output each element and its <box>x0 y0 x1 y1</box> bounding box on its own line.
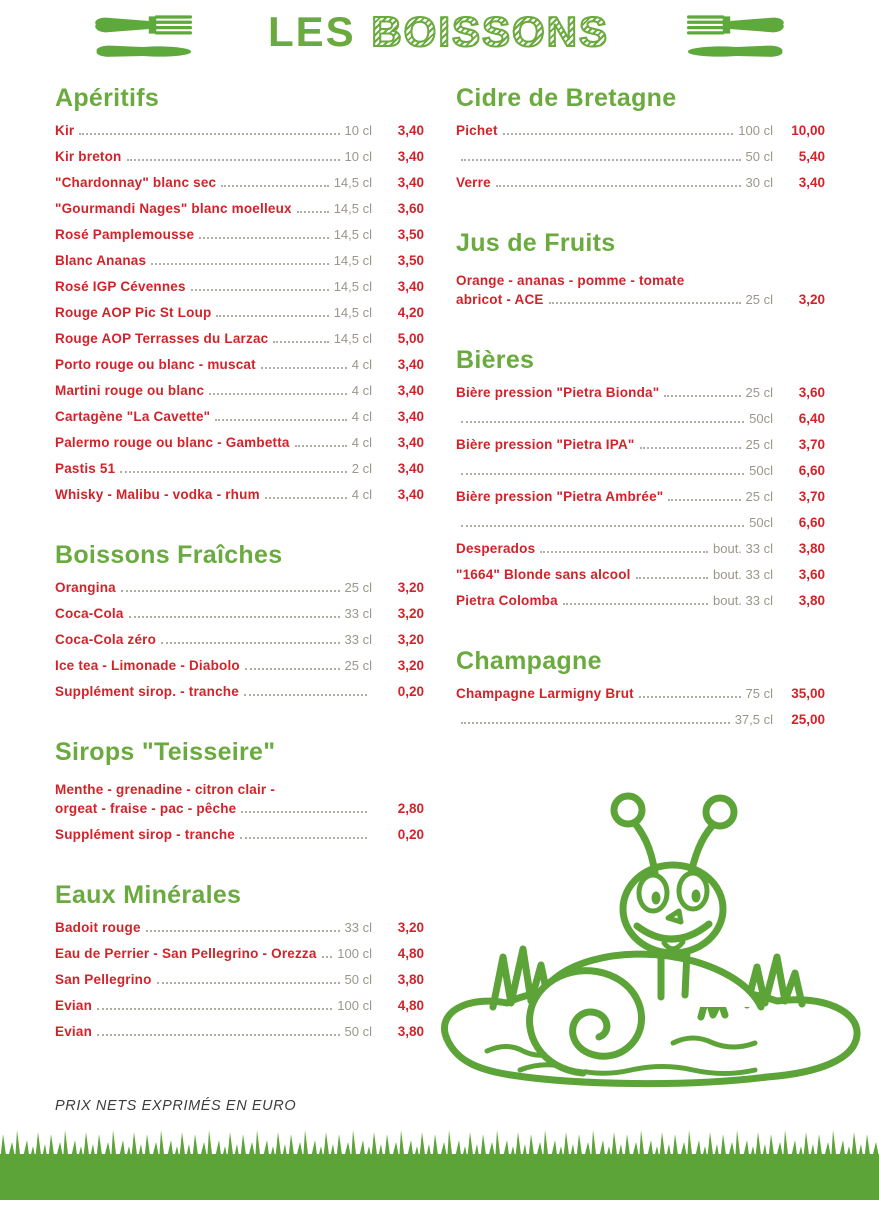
menu-item-name: Rouge AOP Terrasses du Larzac <box>55 331 269 346</box>
dot-leader <box>461 159 741 161</box>
menu-item-name: "Chardonnay" blanc sec <box>55 175 217 190</box>
dot-leader <box>129 616 340 618</box>
menu-item-price: 4,80 <box>397 946 424 961</box>
menu-item-size: 25 cl <box>745 437 773 452</box>
menu-item-price: 3,20 <box>397 658 424 673</box>
menu-item-name: Bière pression "Pietra Bionda" <box>456 385 660 400</box>
menu-item-name: abricot - ACE <box>456 292 544 307</box>
menu-item-row <box>55 123 424 149</box>
dot-leader <box>79 133 339 135</box>
dot-leader <box>97 1034 340 1036</box>
menu-item-name: Blanc Ananas <box>55 253 147 268</box>
menu-item-size: 14,5 cl <box>333 279 372 294</box>
dot-leader <box>209 393 347 395</box>
fork-knife-icon-mirrored <box>686 10 786 60</box>
menu-item-price: 35,00 <box>791 686 825 701</box>
menu-item-row <box>55 684 424 710</box>
menu-item-row <box>456 437 825 463</box>
menu-item-name: Badoit rouge <box>55 920 141 935</box>
dot-leader <box>127 159 340 161</box>
menu-item-name: Evian <box>55 1024 93 1039</box>
menu-item-price: 4,80 <box>397 998 424 1013</box>
menu-item-price: 3,60 <box>798 385 825 400</box>
menu-item-row <box>55 435 424 461</box>
dot-leader <box>215 419 347 421</box>
menu-item-row <box>55 279 424 305</box>
menu-item-name: Rouge AOP Pic St Loup <box>55 305 212 320</box>
menu-item-size: 10 cl <box>344 123 372 138</box>
dot-leader <box>244 694 367 696</box>
menu-item-size: 50cl <box>749 411 773 426</box>
section-heading: Boissons Fraîches <box>55 541 283 569</box>
dot-leader <box>221 185 328 187</box>
menu-item-price: 4,20 <box>397 305 424 320</box>
menu-item-price: 3,40 <box>397 357 424 372</box>
dot-leader <box>664 395 740 397</box>
section-heading: Champagne <box>456 647 602 675</box>
menu-item-row <box>55 801 424 827</box>
menu-item-size: 50cl <box>749 463 773 478</box>
menu-item-size: bout. 33 cl <box>713 567 773 582</box>
dot-leader <box>151 263 329 265</box>
dot-leader <box>636 577 708 579</box>
menu-item-size: 30 cl <box>745 175 773 190</box>
menu-item-price: 3,40 <box>397 461 424 476</box>
menu-item-name: Cartagène "La Cavette" <box>55 409 211 424</box>
menu-item-size: 14,5 cl <box>333 201 372 216</box>
menu-item-price: 6,60 <box>798 463 825 478</box>
dot-leader <box>97 1008 332 1010</box>
menu-item-name: Rosé IGP Cévennes <box>55 279 186 294</box>
menu-item-name: Supplément sirop - tranche <box>55 827 235 842</box>
menu-item-row <box>55 461 424 487</box>
menu-item-price: 0,20 <box>397 827 424 842</box>
menu-item-size: 33 cl <box>344 632 372 647</box>
menu-item-price: 3,70 <box>798 437 825 452</box>
menu-item-size: bout. 33 cl <box>713 593 773 608</box>
section-heading: Eaux Minérales <box>55 881 242 909</box>
dot-leader <box>295 445 347 447</box>
menu-item-size: bout. 33 cl <box>713 541 773 556</box>
menu-item-price: 3,80 <box>798 593 825 608</box>
menu-item-price: 3,80 <box>397 972 424 987</box>
menu-item-size: 100 cl <box>337 946 372 961</box>
menu-section <box>456 647 825 738</box>
menu-item-row <box>456 463 825 489</box>
menu-section <box>456 84 825 201</box>
menu-item-row <box>456 567 825 593</box>
menu-item-name: Coca-Cola <box>55 606 124 621</box>
menu-item-price: 3,20 <box>397 920 424 935</box>
menu-item-first-line: Menthe - grenadine - citron clair - <box>55 781 276 797</box>
menu-item-price: 0,20 <box>397 684 424 699</box>
menu-item-size: 37,5 cl <box>734 712 773 727</box>
section-heading: Bières <box>456 346 535 374</box>
menu-item-row <box>55 632 424 658</box>
dot-leader <box>640 447 741 449</box>
menu-item-price: 3,40 <box>397 435 424 450</box>
menu-item-size: 50 cl <box>344 972 372 987</box>
menu-item-name: Kir breton <box>55 149 122 164</box>
dot-leader <box>121 590 340 592</box>
menu-section <box>55 881 424 1050</box>
menu-item-name: Pietra Colomba <box>456 593 558 608</box>
menu-item-row <box>456 292 825 318</box>
menu-item-row <box>55 972 424 998</box>
dot-leader <box>241 811 367 813</box>
menu-item-name: Evian <box>55 998 93 1013</box>
menu-item-row <box>55 175 424 201</box>
menu-item-name: Coca-Cola zéro <box>55 632 157 647</box>
menu-section <box>55 738 424 853</box>
snail-mascot-illustration <box>425 780 875 1092</box>
menu-item-price: 3,40 <box>397 279 424 294</box>
menu-item-size: 100 cl <box>337 998 372 1013</box>
menu-item-name: Pastis 51 <box>55 461 116 476</box>
menu-item-size: 2 cl <box>351 461 372 476</box>
menu-item-row <box>456 489 825 515</box>
menu-item-name: Porto rouge ou blanc - muscat <box>55 357 256 372</box>
dot-leader <box>216 315 328 317</box>
menu-item-price: 2,80 <box>397 801 424 816</box>
section-heading: Apéritifs <box>55 84 160 112</box>
menu-item-price: 3,80 <box>397 1024 424 1039</box>
menu-item-row <box>55 253 424 279</box>
dot-leader <box>261 367 347 369</box>
menu-item-name: Orangina <box>55 580 116 595</box>
menu-item-row <box>55 227 424 253</box>
menu-item-name: Desperados <box>456 541 536 556</box>
menu-item-row <box>456 541 825 567</box>
menu-item-row <box>456 411 825 437</box>
menu-item-row <box>55 920 424 946</box>
menu-item-size: 25 cl <box>344 580 372 595</box>
menu-item-price: 3,50 <box>397 227 424 242</box>
menu-item-row <box>55 383 424 409</box>
menu-item-row <box>456 149 825 175</box>
menu-item-size: 4 cl <box>351 435 372 450</box>
menu-section <box>55 541 424 710</box>
menu-item-name: Martini rouge ou blanc <box>55 383 205 398</box>
menu-item-size: 50 cl <box>745 149 773 164</box>
dot-leader <box>668 499 740 501</box>
menu-item-name: "1664" Blonde sans alcool <box>456 567 631 582</box>
dot-leader <box>461 525 744 527</box>
menu-item-row <box>55 201 424 227</box>
menu-header <box>0 0 879 72</box>
menu-item-row <box>55 305 424 331</box>
dot-leader <box>503 133 734 135</box>
dot-leader <box>639 696 741 698</box>
menu-item-name: Eau de Perrier - San Pellegrino - Orezza <box>55 946 317 961</box>
menu-item-price: 3,80 <box>798 541 825 556</box>
menu-item-row <box>456 712 825 738</box>
menu-item-price: 3,20 <box>397 606 424 621</box>
menu-item-price: 3,40 <box>397 123 424 138</box>
menu-item-size: 33 cl <box>344 606 372 621</box>
dot-leader <box>245 668 340 670</box>
grass-footer-illustration <box>0 1128 879 1200</box>
menu-item-name: Verre <box>456 175 491 190</box>
menu-item-name: Ice tea - Limonade - Diabolo <box>55 658 240 673</box>
menu-item-price: 3,40 <box>397 487 424 502</box>
dot-leader <box>161 642 339 644</box>
menu-item-name: Bière pression "Pietra IPA" <box>456 437 635 452</box>
menu-section <box>55 84 424 513</box>
menu-item-size: 14,5 cl <box>333 227 372 242</box>
menu-item-price: 3,20 <box>798 292 825 307</box>
menu-item-row <box>55 331 424 357</box>
menu-item-price: 3,50 <box>397 253 424 268</box>
dot-leader <box>461 473 744 475</box>
menu-item-row <box>456 175 825 201</box>
menu-item-row <box>456 515 825 541</box>
menu-item-price: 10,00 <box>791 123 825 138</box>
menu-item-size: 14,5 cl <box>333 305 372 320</box>
menu-item-size: 10 cl <box>344 149 372 164</box>
menu-item-row <box>55 149 424 175</box>
menu-item-price: 25,00 <box>791 712 825 727</box>
menu-section <box>456 229 825 318</box>
section-heading: Sirops "Teisseire" <box>55 738 276 766</box>
menu-column-right <box>456 84 825 766</box>
dot-leader <box>297 211 329 213</box>
dot-leader <box>461 722 730 724</box>
menu-item-row <box>55 658 424 684</box>
dot-leader <box>540 551 708 553</box>
dot-leader <box>563 603 708 605</box>
title-prefix: LES <box>267 8 356 55</box>
menu-item-size: 14,5 cl <box>333 253 372 268</box>
menu-item-size: 25 cl <box>344 658 372 673</box>
menu-item-name: Champagne Larmigny Brut <box>456 686 634 701</box>
menu-item-price: 3,40 <box>397 175 424 190</box>
menu-item-size: 25 cl <box>745 385 773 400</box>
menu-item-size: 50cl <box>749 515 773 530</box>
menu-item-name: Palermo rouge ou blanc - Gambetta <box>55 435 290 450</box>
menu-item-size: 14,5 cl <box>333 175 372 190</box>
dot-leader <box>496 185 741 187</box>
menu-item-size: 4 cl <box>351 357 372 372</box>
menu-item-name: "Gourmandi Nages" blanc moelleux <box>55 201 292 216</box>
menu-item-size: 4 cl <box>351 487 372 502</box>
menu-item-row <box>55 1024 424 1050</box>
menu-item-name: Bière pression "Pietra Ambrée" <box>456 489 664 504</box>
menu-item-size: 25 cl <box>745 292 773 307</box>
menu-item-row <box>55 580 424 606</box>
menu-item-row <box>55 606 424 632</box>
menu-item-row <box>55 946 424 972</box>
menu-item-price: 3,20 <box>397 580 424 595</box>
title-main: BOISSONS <box>371 8 610 55</box>
menu-item-size: 25 cl <box>745 489 773 504</box>
menu-item-price: 3,40 <box>397 149 424 164</box>
menu-item-row <box>456 593 825 619</box>
menu-item-price: 3,40 <box>798 175 825 190</box>
menu-item-name: Pichet <box>456 123 498 138</box>
dot-leader <box>461 421 744 423</box>
dot-leader <box>549 302 741 304</box>
dot-leader <box>265 497 347 499</box>
menu-item-row <box>55 827 424 853</box>
menu-item-name: Supplément sirop. - tranche <box>55 684 239 699</box>
menu-item-size: 4 cl <box>351 383 372 398</box>
menu-item-size: 75 cl <box>745 686 773 701</box>
dot-leader <box>273 341 328 343</box>
menu-item-name: orgeat - fraise - pac - pêche <box>55 801 237 816</box>
dot-leader <box>146 930 340 932</box>
dot-leader <box>240 837 367 839</box>
menu-item-name: Kir <box>55 123 75 138</box>
menu-item-price: 5,00 <box>397 331 424 346</box>
menu-item-size: 100 cl <box>738 123 773 138</box>
menu-item-name: Whisky - Malibu - vodka - rhum <box>55 487 260 502</box>
section-heading: Cidre de Bretagne <box>456 84 677 112</box>
menu-item-price: 6,40 <box>798 411 825 426</box>
menu-item-price: 3,40 <box>397 383 424 398</box>
menu-item-price: 3,60 <box>397 201 424 216</box>
menu-item-first-line: Orange - ananas - pomme - tomate <box>456 272 685 288</box>
menu-item-row <box>456 686 825 712</box>
menu-item-row <box>456 385 825 411</box>
menu-item-price: 3,20 <box>397 632 424 647</box>
menu-item-price: 3,70 <box>798 489 825 504</box>
menu-item-price: 6,60 <box>798 515 825 530</box>
menu-item-name: Rosé Pamplemousse <box>55 227 195 242</box>
menu-item-size: 4 cl <box>351 409 372 424</box>
menu-item-row <box>55 357 424 383</box>
dot-leader <box>199 237 328 239</box>
dot-leader <box>157 982 340 984</box>
menu-column-left <box>55 84 424 1078</box>
menu-item-price: 3,40 <box>397 409 424 424</box>
menu-item-row <box>55 998 424 1024</box>
menu-section <box>456 346 825 619</box>
menu-item-row <box>55 409 424 435</box>
menu-item-size: 14,5 cl <box>333 331 372 346</box>
footer-price-note: PRIX NETS EXPRIMÉS EN EURO <box>55 1098 297 1114</box>
section-heading: Jus de Fruits <box>456 229 616 257</box>
dot-leader <box>120 471 346 473</box>
menu-item-size: 50 cl <box>344 1024 372 1039</box>
dot-leader <box>322 956 333 958</box>
menu-item-row <box>55 487 424 513</box>
dot-leader <box>191 289 329 291</box>
menu-item-price: 5,40 <box>798 149 825 164</box>
menu-item-name: San Pellegrino <box>55 972 152 987</box>
menu-item-row <box>456 123 825 149</box>
menu-item-size: 33 cl <box>344 920 372 935</box>
menu-item-price: 3,60 <box>798 567 825 582</box>
